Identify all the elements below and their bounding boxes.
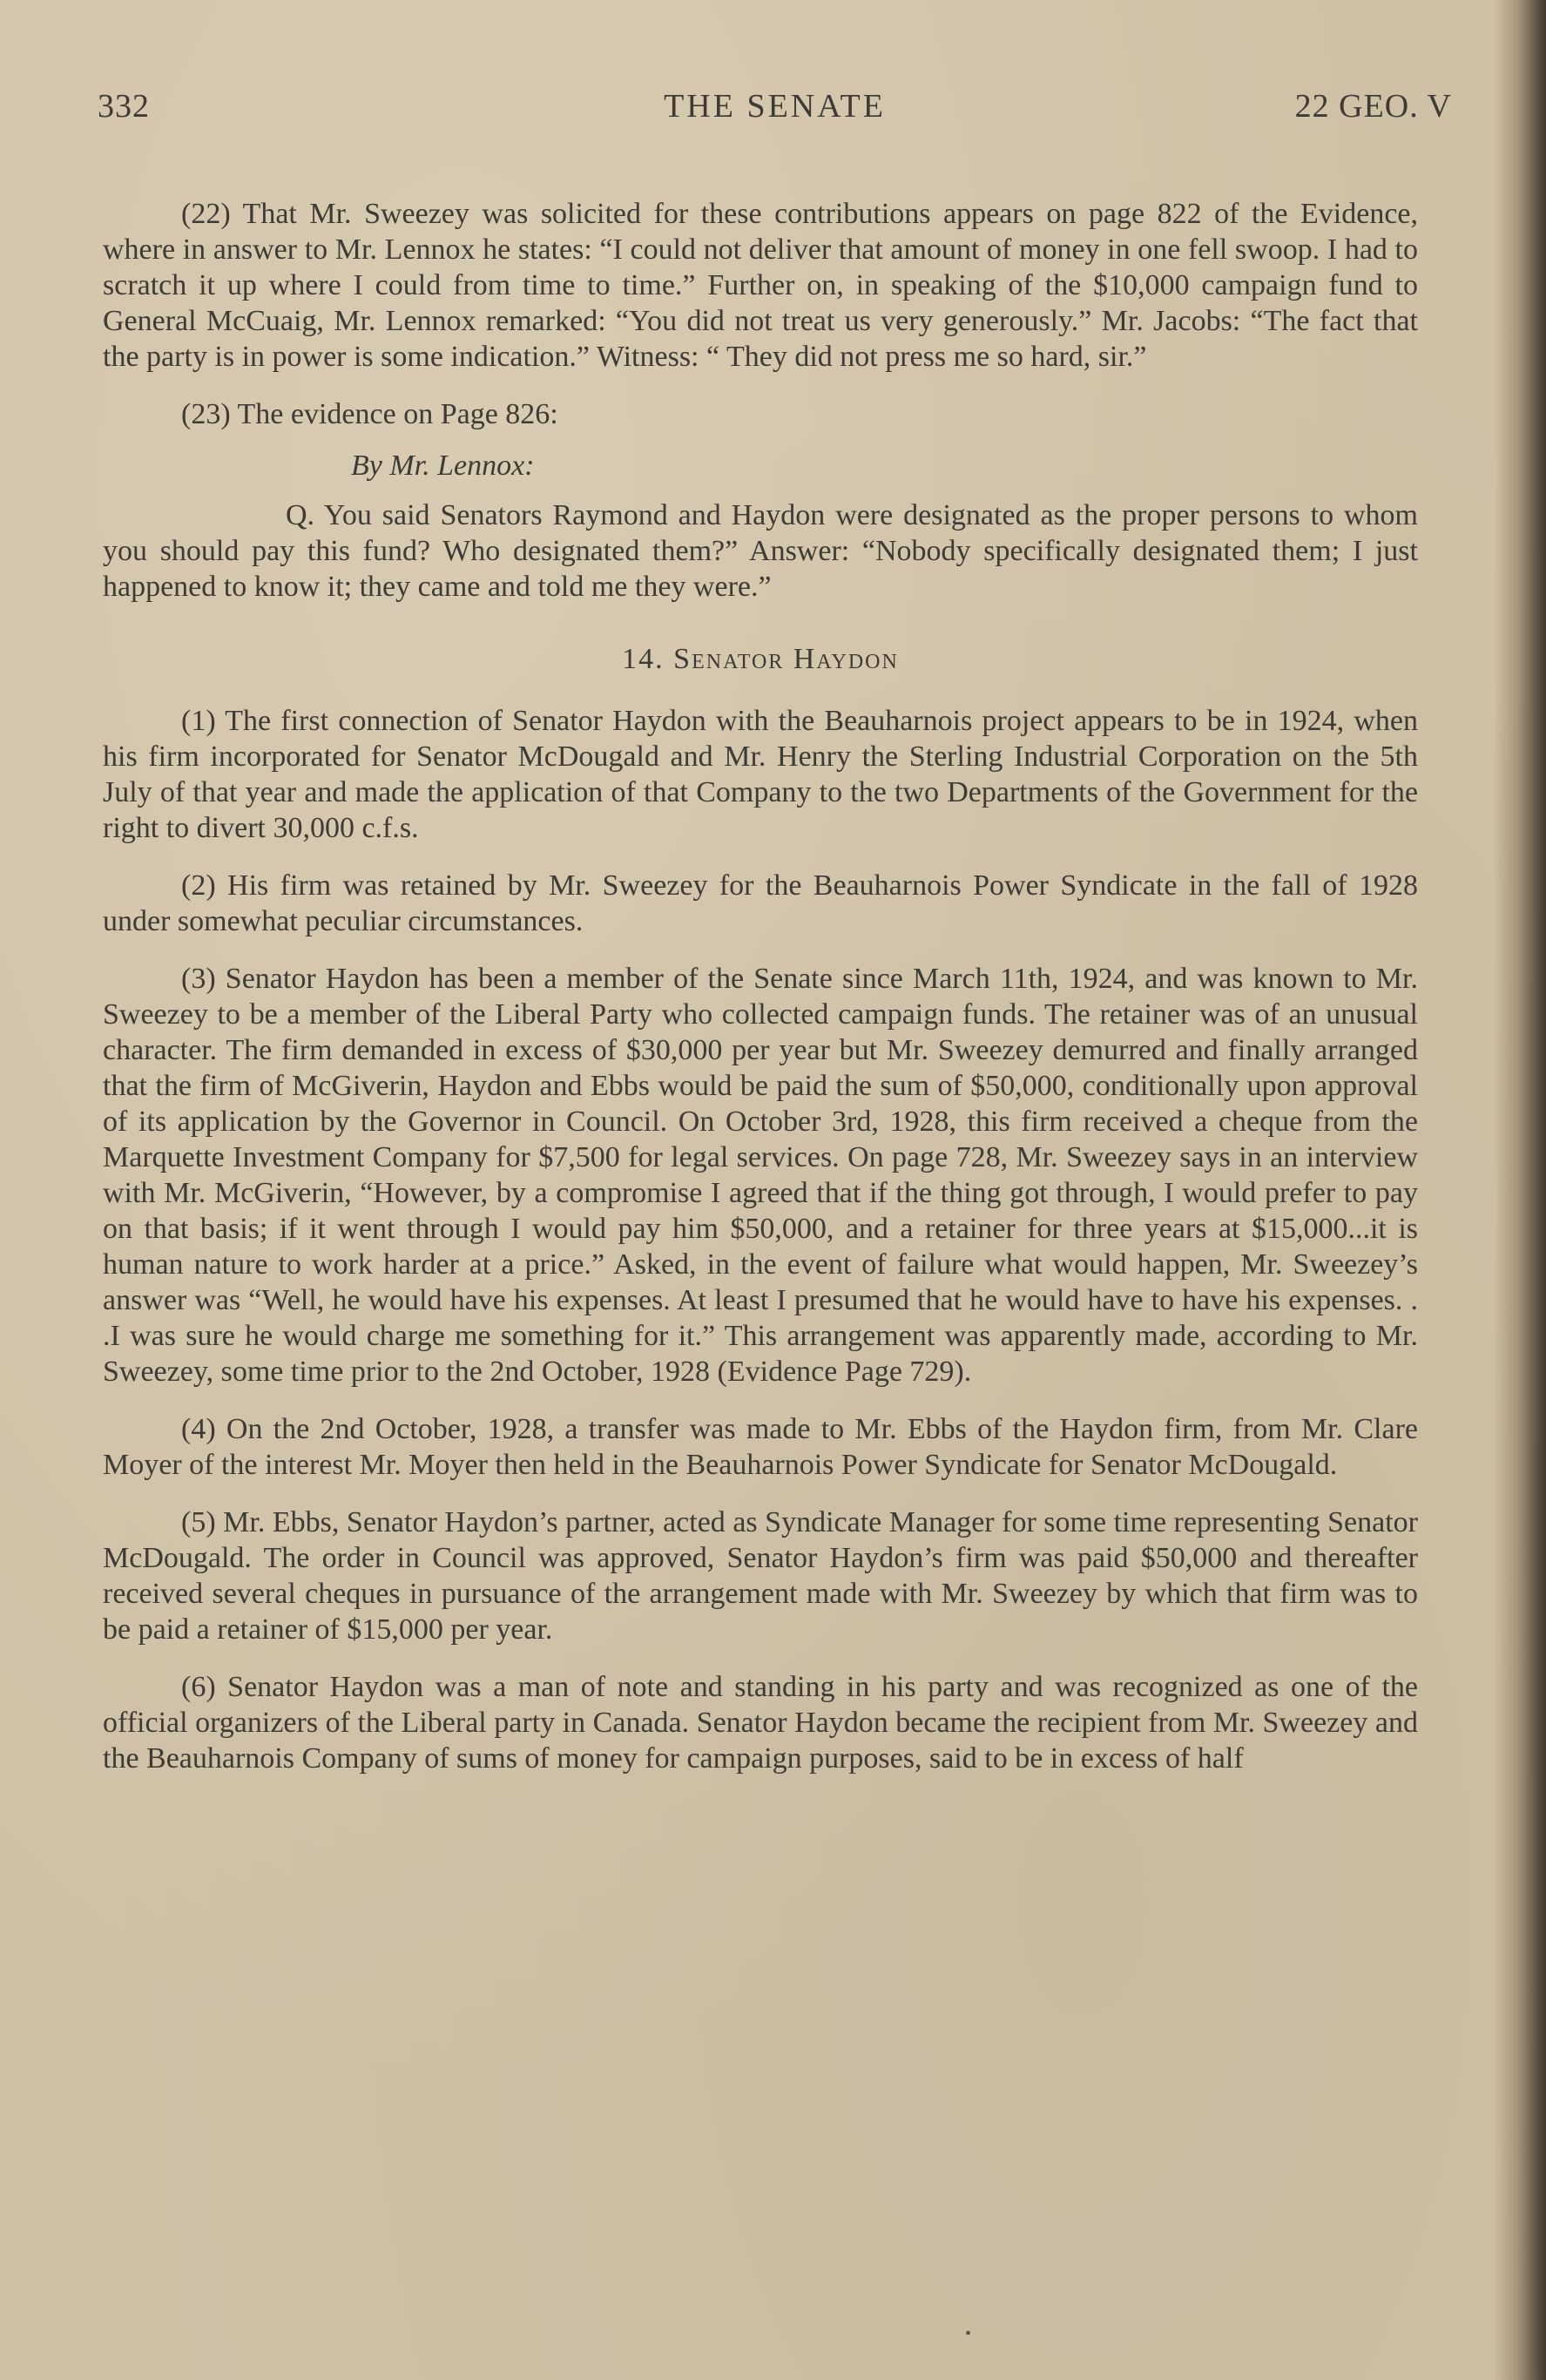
section-paragraph-6: (6) Senator Haydon was a man of note and standing in his party and was recognized as one of the official organizers of the Liberal party in Canada. Senator Haydon became the recipient from Mr. Sweezey and the Beauharnois Company of sums of money for campaign purposes, said to be in excess of half bbox=[103, 1671, 1418, 1775]
section-paragraph-1: (1) The first connection of Senator Haydon with the Beauharnois project appears to be in 1924, when his firm incorporated for Senator McDougald and Mr. Henry the Sterling Industrial Corporation on the 5th July of that year and made the application of that Company to the two Departments of the Government for the right to divert 30,000 c.f.s. bbox=[103, 705, 1418, 844]
section-paragraph-2: (2) His firm was retained by Mr. Sweezey for the Beauharnois Power Syndicate in the fall of 1928 under somewhat peculiar circumstances. bbox=[103, 869, 1418, 937]
section-paragraph-4: (4) On the 2nd October, 1928, a transfer was made to Mr. Ebbs of the Haydon firm, from Mr. Clare Moyer of the interest Mr. Moyer then held in the Beauharnois Power Syndicate for Senator McDougald. bbox=[103, 1413, 1418, 1481]
paragraph-23: (23) The evidence on Page 826: bbox=[181, 398, 558, 430]
section-paragraph-3: (3) Senator Haydon has been a member of the Senate since March 11th, 1924, and was known to Mr. Sweezey to be a member of the Liberal Party who collected campaign funds. The retainer was of an unusual character. The firm demanded in excess of $30,000 per year but Mr. Sweezey demurred and finally arranged that the firm of McGiverin, Haydon and Ebbs would be paid the sum of $50,000, conditionally upon approval of its application by the Governor in Council. On October 3rd, 1928, this firm received a cheque from the Marquette Investment Company for $7,500 for legal services. On page 728, Mr. Sweezey says in an interview with Mr. McGiverin, “However, by a compromise I agreed that if the thing got through, I would prefer to pay on that basis; if it went through I would pay him $50,000, and a retainer for three years at $15,000...it is human nature to work harder at a price.” Asked, in the event of failure what would happen, Mr. Sweezey’s answer was “Well, he would have his expenses. At least I presumed that he would have to have his expenses. . .I was sure he would charge me something for it.” This arrangement was apparently made, according to Mr. Sweezey, some time prior to the 2nd October, 1928 (Evidence Page 729). bbox=[103, 963, 1418, 1388]
regnal-year: 22 GEO. V bbox=[1294, 88, 1452, 125]
footer-mark: • bbox=[965, 2324, 972, 2343]
running-header bbox=[98, 87, 1452, 131]
paragraph-22: (22) That Mr. Sweezey was solicited for these contributions appears on page 822 of the Evidence, where in answer to Mr. Lennox he states: “I could not deliver that amount of money in one fell swoop. I had to scratch it up where I could from time to time.” Further on, in speaking of the $10,000 campaign fund to General McCuaig, Mr. Lennox remarked: “You did not treat us very generously.” Mr. Jacobs: “The fact that the party is in power is some indication.” Witness: “ They did not press me so hard, sir.” bbox=[103, 198, 1418, 373]
section-heading: 14. Senator Haydon bbox=[622, 643, 899, 675]
examiner-byline: By Mr. Lennox: bbox=[351, 450, 535, 482]
section-paragraph-5: (5) Mr. Ebbs, Senator Haydon’s partner, acted as Syndicate Manager for some time representing Senator McDougald. The order in Council was approved, Senator Haydon’s firm was paid $50,000 and thereafter received several cheques in pursuance of the arrangement made with Mr. Sweezey by which that firm was to be paid a retainer of $15,000 per year. bbox=[103, 1506, 1418, 1646]
page-number: 332 bbox=[98, 88, 150, 125]
header-title: THE SENATE bbox=[664, 88, 886, 125]
body-text bbox=[103, 196, 1418, 1798]
binding-shadow bbox=[1494, 0, 1546, 2380]
question-answer: Q. You said Senators Raymond and Haydon were designated as the proper persons to whom you should pay this fund? Who designated them?” Answer: “Nobody specifically designated them; I just happened to know it; they came and told me they were.” bbox=[103, 499, 1418, 603]
